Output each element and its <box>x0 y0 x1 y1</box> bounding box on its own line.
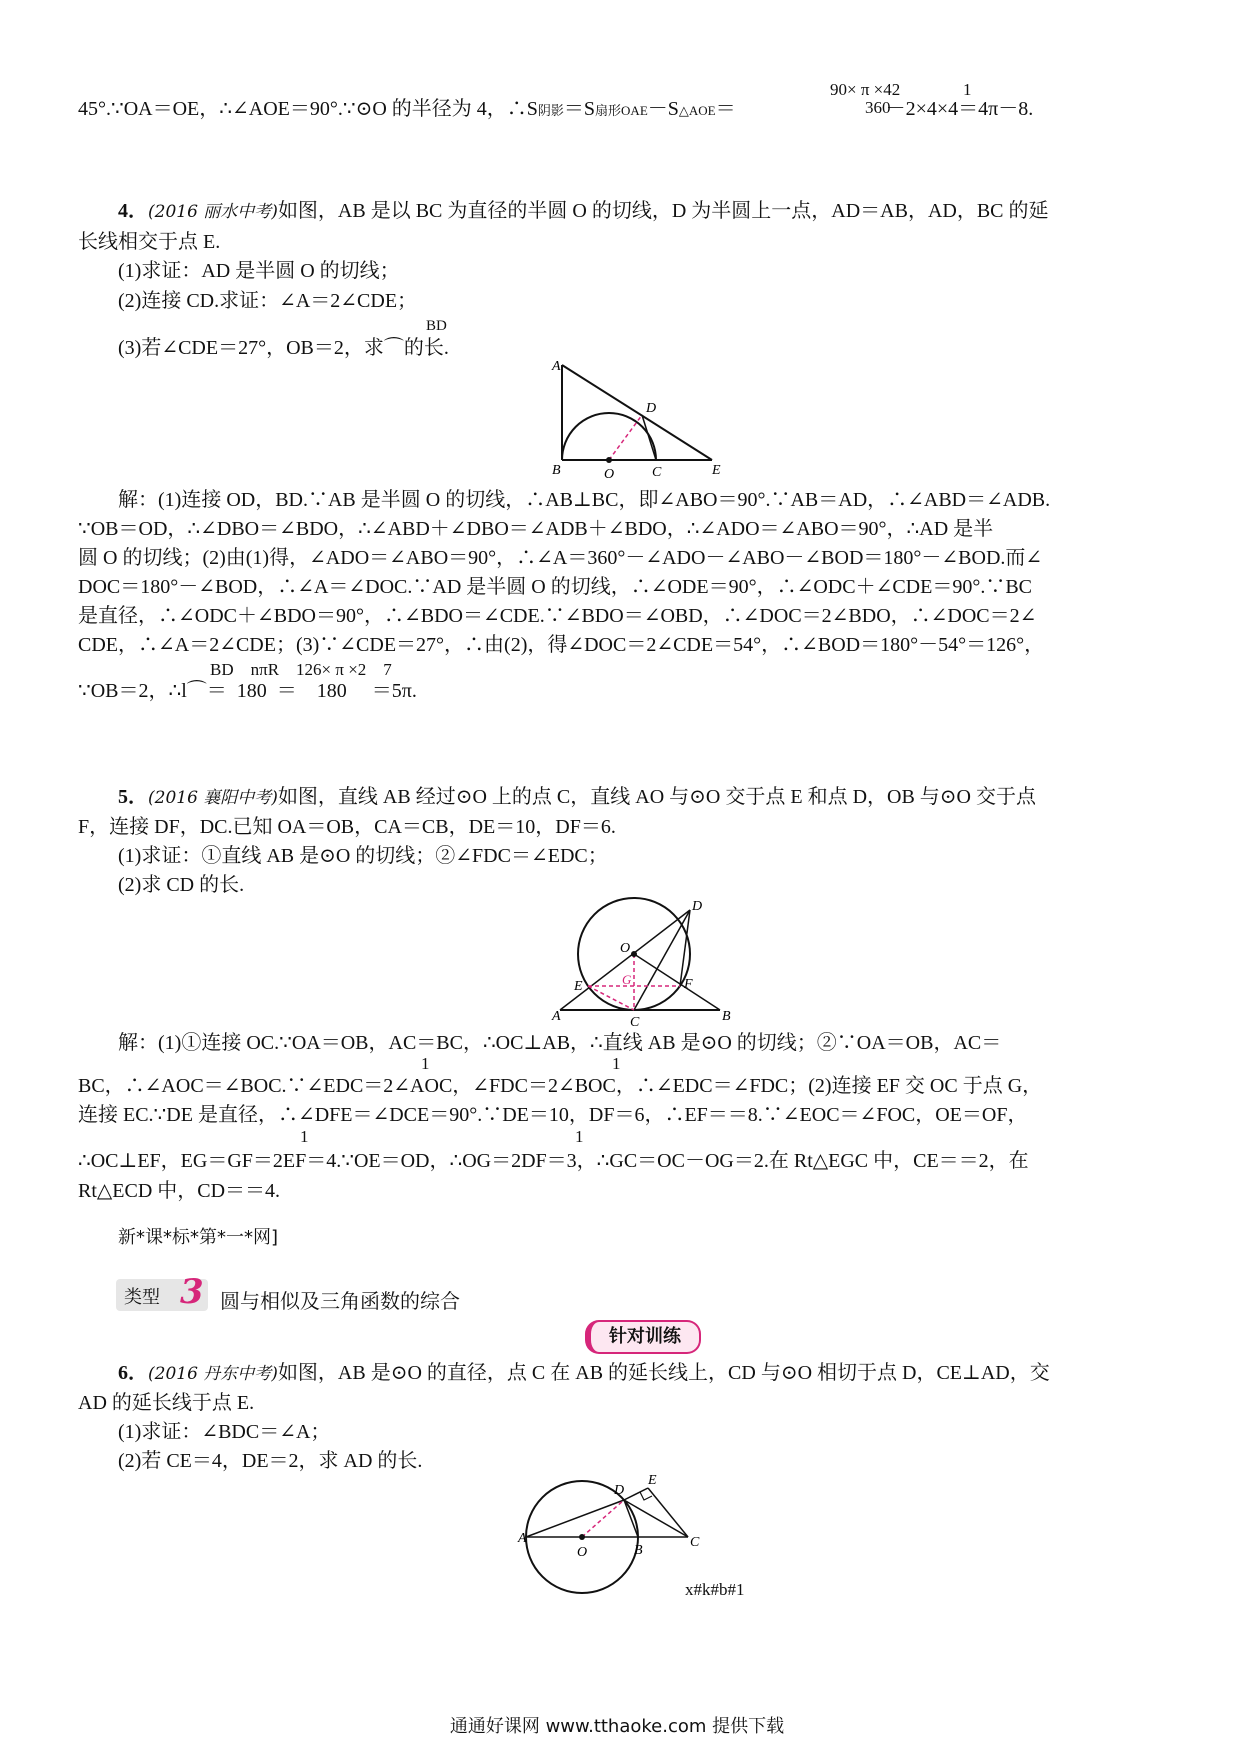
question-text: 如图，AB 是⊙O 的直径，点 C 在 AB 的延长线上，CD 与⊙O 相切于点 D，CE⊥AD，交 <box>277 1362 1050 1384</box>
q4-solution-5: 是直径，∴∠ODC＋∠BDO＝90°，∴∠BDO＝∠CDE.∵∠BDO＝∠OBD，∴∠DOC＝2∠BDO，∴∠DOC＝2∠ <box>78 605 1037 627</box>
label-A: A <box>552 359 561 374</box>
label-D: D <box>646 401 657 416</box>
question-number: 6． <box>118 1362 148 1384</box>
q6-figure <box>520 1472 700 1602</box>
label-D: D <box>614 1483 625 1498</box>
q5-stem-line1 <box>118 784 1036 811</box>
training-tag: 针对训练 <box>585 1320 701 1354</box>
q4-part2: (2)连接 CD.求证：∠A＝2∠CDE； <box>118 290 418 312</box>
label-F: F <box>684 977 693 992</box>
q4-solution-7: ∵OB＝2，∴l⌒＝ 180 ＝ 180 ＝5π. <box>78 680 417 702</box>
label-B: B <box>722 1009 731 1024</box>
watermark-text: 新*课*标*第*一*网] <box>118 1227 279 1248</box>
fraction-numerator: 90× π ×42 <box>830 80 901 99</box>
watermark-text: x#k#b#1 <box>685 1580 745 1599</box>
q5-solution-5: Rt△ECD 中，CD＝＝4. <box>78 1180 281 1202</box>
question-source: (2016 襄阳中考) <box>148 788 278 808</box>
fraction-denominator: 360 <box>865 98 891 117</box>
text: －S <box>647 98 679 120</box>
question-source: (2016 丹东中考) <box>148 1364 278 1384</box>
q5-solution-3: 连接 EC.∵DE 是直径，∴∠DFE＝∠DCE＝90°.∵DE＝10，DF＝6，∴EF＝＝8.∵∠EOC＝∠FOC，OE＝OF， <box>78 1104 1028 1126</box>
half-numerator: 1 <box>612 1054 621 1073</box>
subscript: 阴影 <box>537 103 564 118</box>
label-B: B <box>634 1543 643 1558</box>
q4-part3: (3)若∠CDE＝27°，OB＝2，求⌒的长. <box>118 337 449 359</box>
q6-part1: (1)求证：∠BDC＝∠A； <box>118 1421 331 1443</box>
q4-solution-6: CDE，∴∠A＝2∠CDE；(3)∵∠CDE＝27°，∴由(2)，得∠DOC＝2∠CDE＝54°，∴∠BOD＝180°－54°＝126°， <box>78 634 1045 656</box>
q6-part2: (2)若 CE＝4，DE＝2，求 AD 的长. <box>118 1450 423 1472</box>
label-B: B <box>552 463 561 478</box>
q4-solution-1: 解：(1)连接 OD，BD.∵AB 是半圆 O 的切线，∴AB⊥BC，即∠ABO＝90°.∵AB＝AD，∴∠ABD＝∠ADB. <box>118 489 1051 511</box>
q4-last-fraction-top: BD nπR 126× π ×2 7 <box>210 660 392 679</box>
label-G: G <box>622 972 632 987</box>
q6-stem-line1 <box>118 1360 1050 1387</box>
half-numerator: 1 <box>963 80 972 99</box>
q4-solution-2: ∵OB＝OD，∴∠DBO＝∠BDO，∴∠ABD＋∠DBO＝∠ADB＋∠BDO，∴∠ADO＝∠ABO＝90°，∴AD 是半 <box>78 518 994 540</box>
arc-label: BD <box>426 318 447 334</box>
subscript: △AOE <box>678 103 716 118</box>
label-A: A <box>518 1531 527 1546</box>
text: －2×4×4＝4π－8. <box>885 98 1034 120</box>
label-D: D <box>692 899 703 914</box>
q4-stem-line1 <box>118 198 1049 225</box>
label-O: O <box>620 941 631 956</box>
question-text: 如图，直线 AB 经过⊙O 上的点 C，直线 AO 与⊙O 交于点 E 和点 D，OB 与⊙O 交于点 <box>277 786 1036 808</box>
section-title: 圆与相似及三角函数的综合 <box>220 1289 460 1313</box>
half-numerator: 1 <box>300 1127 309 1146</box>
half-numerator: 1 <box>421 1054 430 1073</box>
q5-solution-2: BC，∴∠AOC＝∠BOC.∵∠EDC＝2∠AOC，∠FDC＝2∠BOC，∴∠EDC＝∠FDC；(2)连接 EF 交 OC 于点 G， <box>78 1075 1043 1097</box>
label-C: C <box>652 465 662 480</box>
q5-part2: (2)求 CD 的长. <box>118 874 245 896</box>
q5-solution-1: 解：(1)①连接 OC.∵OA＝OB，AC＝BC，∴OC⊥AB，∴直线 AB 是⊙O 的切线；②∵OA＝OB，AC＝ <box>118 1032 1002 1054</box>
type-number: 3 <box>180 1272 204 1312</box>
text: ＝S <box>563 98 596 120</box>
half-numerator: 1 <box>575 1127 584 1146</box>
text: ＝ <box>715 98 736 120</box>
label-C: C <box>630 1015 640 1030</box>
q4-stem-line2: 长线相交于点 E. <box>78 231 221 253</box>
question-source: (2016 丽水中考) <box>148 202 278 222</box>
type-label: 类型 <box>124 1287 160 1308</box>
label-O: O <box>604 467 615 482</box>
label-A: A <box>552 1009 561 1024</box>
label-O: O <box>577 1545 588 1560</box>
q5-solution-4: ∴OC⊥EF，EG＝GF＝2EF＝4.∵OE＝OD，∴OG＝2DF＝3，∴GC＝OC－OG＝2.在 Rt△EGC 中，CE＝＝2，在 <box>78 1150 1029 1172</box>
q5-stem-line2: F，连接 DF，DC.已知 OA＝OB，CA＝CB，DE＝10，DF＝6. <box>78 816 616 838</box>
q4-solution-3: 圆 O 的切线；(2)由(1)得，∠ADO＝∠ABO＝90°，∴∠A＝360°－∠ADO－∠ABO－∠BOD＝180°－∠BOD.而∠ <box>78 547 1043 569</box>
question-number: 4． <box>118 200 148 222</box>
q6-stem-line2: AD 的延长线于点 E. <box>78 1392 255 1414</box>
q4-figure <box>552 360 722 480</box>
label-E: E <box>574 979 583 994</box>
q5-part1: (1)求证：①直线 AB 是⊙O 的切线；②∠FDC＝∠EDC； <box>118 845 608 867</box>
text: 45°.∵OA＝OE，∴∠AOE＝90°.∵⊙O 的半径为 4，∴S <box>78 98 538 120</box>
q4-part1: (1)求证：AD 是半圆 O 的切线； <box>118 260 400 282</box>
page-footer: 通通好课网 www.tthaoke.com 提供下载 <box>449 1716 785 1737</box>
label-E: E <box>712 463 721 478</box>
subscript: 扇形OAE <box>595 103 648 118</box>
question-text: 如图，AB 是以 BC 为直径的半圆 O 的切线，D 为半圆上一点，AD＝AB，AD，BC 的延 <box>277 200 1049 222</box>
label-C: C <box>690 1535 700 1550</box>
q4-solution-4: DOC＝180°－∠BOD，∴∠A＝∠DOC.∵AD 是半圆 O 的切线，∴∠ODE＝90°，∴∠ODC＋∠CDE＝90°.∵BC <box>78 576 1033 598</box>
label-E: E <box>648 1473 657 1488</box>
question-number: 5． <box>118 786 148 808</box>
q5-figure <box>552 896 742 1031</box>
